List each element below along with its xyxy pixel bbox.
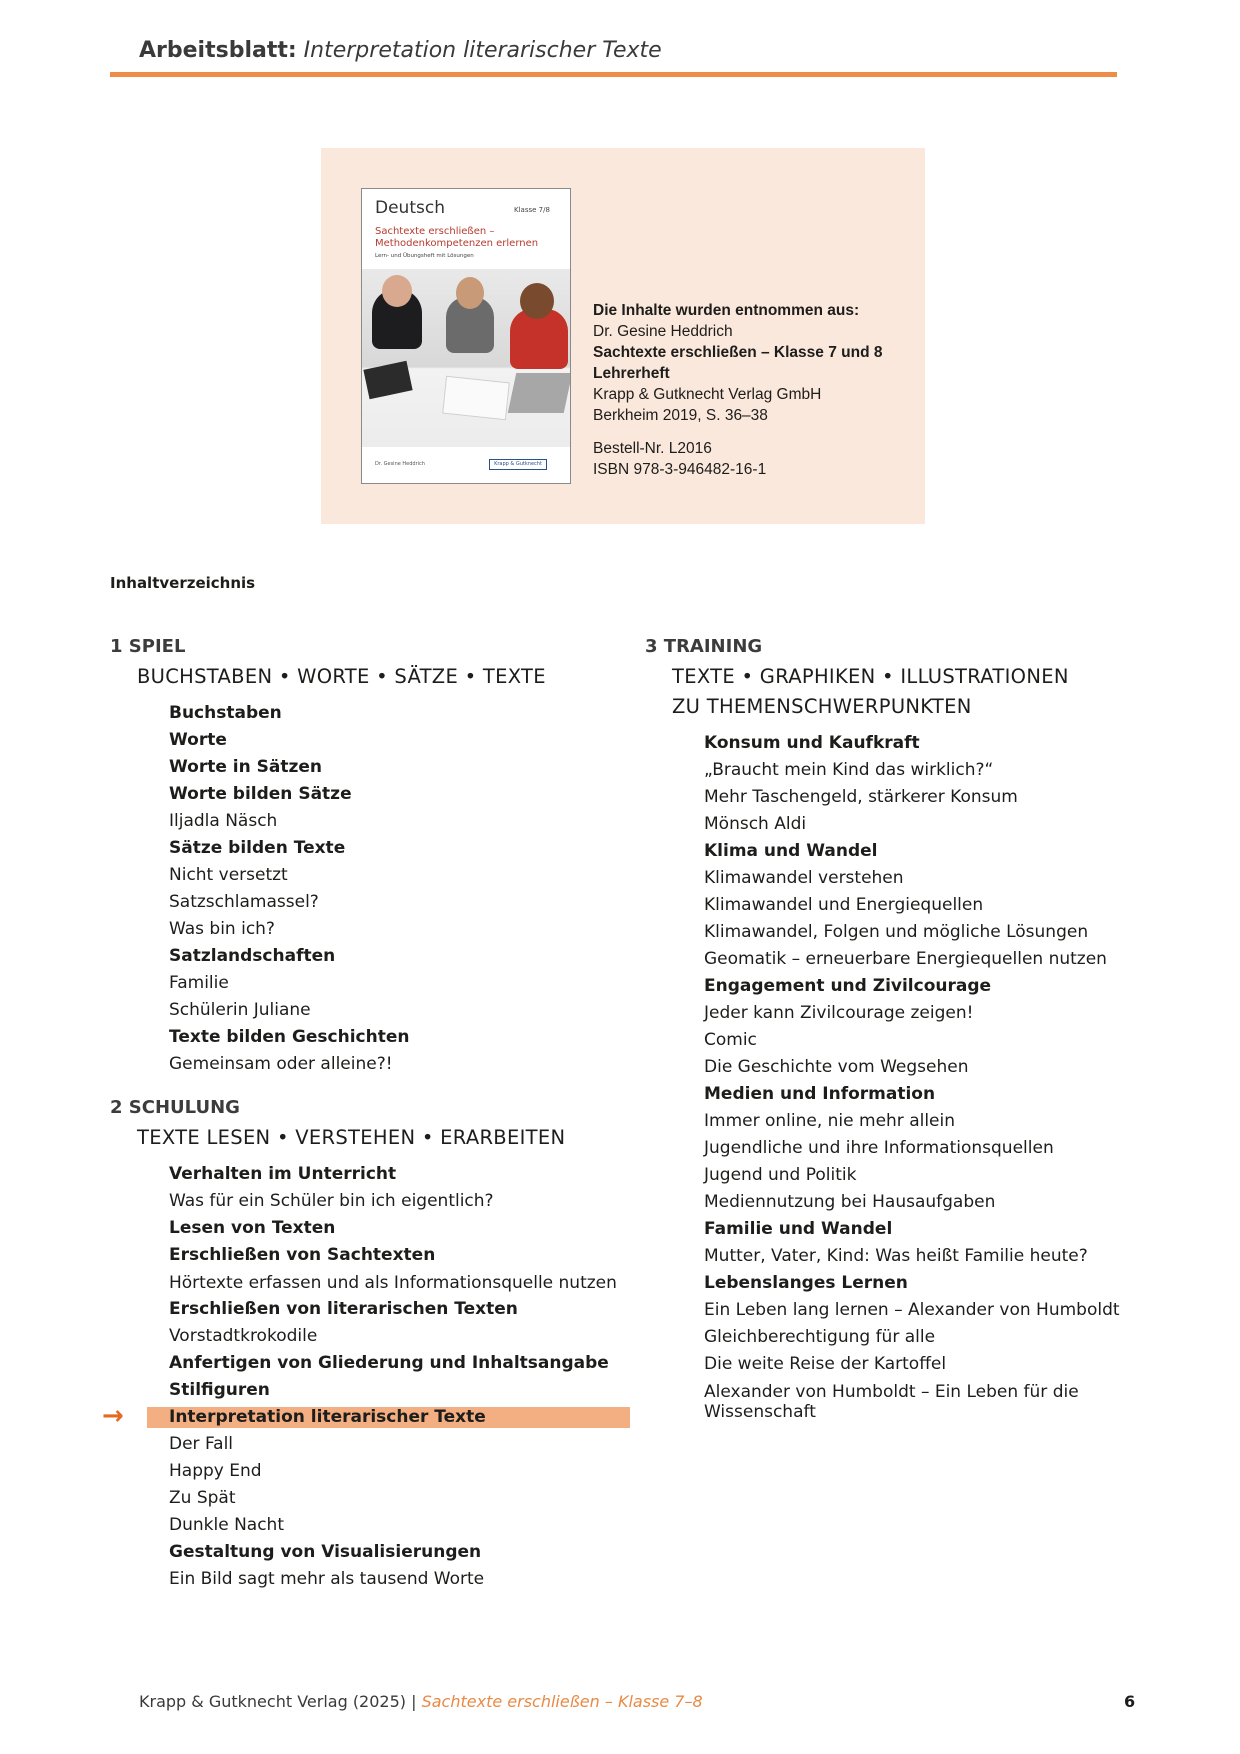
toc-entry — [645, 1351, 1125, 1378]
photo-head-2 — [456, 277, 484, 309]
toc-entry — [110, 916, 640, 943]
toc-entry — [110, 1485, 640, 1512]
source-order-number: Bestell-Nr. L2016 — [593, 440, 712, 457]
entry-text: Jeder kann Zivilcourage zeigen! — [704, 1003, 974, 1023]
toc-column-right — [645, 636, 1125, 1425]
cover-title: Sachtexte erschließen – Methodenkompetenzen erlernen — [375, 226, 539, 249]
entry-text: Nicht versetzt — [169, 865, 288, 885]
page-header — [139, 38, 662, 63]
toc-topic — [110, 1242, 640, 1269]
photo-paper — [442, 376, 510, 420]
cover-author: Dr. Gesine Heddrich — [375, 461, 425, 467]
entry-text: Familie und Wandel — [704, 1219, 893, 1239]
entry-text: Jugendliche und ihre Informationsquellen — [704, 1138, 1054, 1158]
entry-text: Mutter, Vater, Kind: Was heißt Familie heute? — [704, 1246, 1088, 1266]
toc-entry — [110, 1269, 640, 1296]
toc-entry — [645, 946, 1125, 973]
toc-entry — [645, 1324, 1125, 1351]
toc-entry — [645, 865, 1125, 892]
entry-text: Stilfiguren — [169, 1380, 270, 1400]
entry-text: Erschließen von Sachtexten — [169, 1245, 436, 1265]
toc-section — [102, 1097, 640, 1593]
section-title: 3 TRAINING — [645, 636, 763, 657]
entry-text: Texte bilden Geschichten — [169, 1027, 410, 1047]
source-edition: Lehrerheft — [593, 365, 670, 382]
cover-subject: Deutsch — [375, 198, 445, 218]
entry-text: Anfertigen von Gliederung und Inhaltsangabe — [169, 1353, 609, 1373]
entry-text: Vorstadtkrokodile — [169, 1326, 318, 1346]
section-subtitle: TEXTE LESEN • VERSTEHEN • ERARBEITEN — [137, 1126, 566, 1149]
toc-entry — [645, 892, 1125, 919]
photo-head-1 — [382, 275, 412, 307]
source-place-year: Berkheim 2019, S. 36–38 — [593, 407, 768, 424]
toc-topic — [645, 1081, 1125, 1108]
toc-entry — [110, 970, 640, 997]
entry-text: Konsum und Kaufkraft — [704, 733, 920, 753]
toc-entry — [110, 862, 640, 889]
section-subtitle: ZU THEMENSCHWERPUNKTEN — [672, 695, 972, 718]
toc-topic — [110, 1296, 640, 1323]
toc-entry — [645, 757, 1125, 784]
section-subtitle: BUCHSTABEN • WORTE • SÄTZE • TEXTE — [137, 665, 546, 688]
entry-text: Klimawandel, Folgen und mögliche Lösungen — [704, 922, 1089, 942]
toc-entry — [645, 1378, 1125, 1425]
toc-topic — [645, 730, 1125, 757]
toc-entry — [110, 1431, 640, 1458]
toc-entry — [110, 1566, 640, 1593]
arrow-right-icon: → — [102, 1401, 124, 1431]
entry-text: Erschließen von literarischen Texten — [169, 1299, 518, 1319]
toc-entry — [645, 784, 1125, 811]
footer-book-title: Sachtexte erschließen – Klasse 7–8 — [421, 1692, 703, 1711]
toc-topic — [110, 1215, 640, 1242]
toc-entry — [110, 1512, 640, 1539]
entry-text: Engagement und Zivilcourage — [704, 976, 992, 996]
entry-text: Lebenslanges Lernen — [704, 1273, 908, 1293]
entry-text: Gestaltung von Visualisierungen — [169, 1542, 482, 1562]
entry-text: Iljadla Näsch — [169, 811, 278, 831]
entry-text: Mediennutzung bei Hausaufgaben — [704, 1192, 996, 1212]
entry-list — [110, 700, 640, 1078]
entry-text: Was für ein Schüler bin ich eigentlich? — [169, 1191, 494, 1211]
toc-topic — [110, 754, 640, 781]
toc-topic — [110, 700, 640, 727]
toc-topic — [645, 1270, 1125, 1297]
entry-text: Der Fall — [169, 1434, 234, 1454]
entry-text: Verhalten im Unterricht — [169, 1164, 397, 1184]
toc-entry — [110, 997, 640, 1024]
toc-topic — [110, 781, 640, 808]
entry-list — [102, 1161, 640, 1593]
cover-photo — [362, 269, 570, 447]
toc-entry — [110, 1188, 640, 1215]
photo-laptop — [508, 373, 571, 413]
cover-grade: Klasse 7/8 — [514, 206, 550, 214]
toc-entry — [645, 1054, 1125, 1081]
entry-text: Was bin ich? — [169, 919, 275, 939]
toc-entry — [110, 808, 640, 835]
entry-text: Ein Leben lang lernen – Alexander von Humboldt — [704, 1300, 1120, 1320]
entry-text: Interpretation literarischer Texte — [169, 1407, 486, 1427]
toc-entry — [645, 1135, 1125, 1162]
entry-text: Comic — [704, 1030, 757, 1050]
toc-topic — [110, 1161, 640, 1188]
toc-entry — [645, 1162, 1125, 1189]
entry-text: Mehr Taschengeld, stärkerer Konsum — [704, 787, 1018, 807]
toc-section — [110, 636, 640, 1078]
entry-text: Satzlandschaften — [169, 946, 336, 966]
entry-text: Lesen von Texten — [169, 1218, 336, 1238]
page-number: 6 — [1124, 1692, 1136, 1711]
entry-text: Medien und Information — [704, 1084, 936, 1104]
header-rule — [110, 72, 1117, 77]
publisher-logo: Krapp & Gutknecht — [489, 459, 547, 470]
entry-text: Klimawandel und Energiequellen — [704, 895, 984, 915]
toc-topic — [645, 1216, 1125, 1243]
entry-text: Worte bilden Sätze — [169, 784, 352, 804]
entry-text: Familie — [169, 973, 229, 993]
toc-entry — [645, 1243, 1125, 1270]
page-footer — [139, 1692, 703, 1711]
photo-head-3 — [520, 283, 554, 319]
source-author: Dr. Gesine Heddrich — [593, 323, 733, 340]
source-title: Sachtexte erschließen – Klasse 7 und 8 — [593, 344, 883, 361]
entry-text: Buchstaben — [169, 703, 282, 723]
entry-text: „Braucht mein Kind das wirklich?“ — [704, 760, 994, 780]
toc-topic — [110, 1539, 640, 1566]
entry-text: Worte in Sätzen — [169, 757, 322, 777]
photo-tablet — [363, 361, 412, 399]
entry-text: Ein Bild sagt mehr als tausend Worte — [169, 1569, 485, 1589]
section-subtitle: TEXTE • GRAPHIKEN • ILLUSTRATIONEN — [672, 665, 1069, 688]
toc-section — [645, 636, 1125, 1425]
toc-topic — [110, 943, 640, 970]
toc-topic — [110, 1350, 640, 1377]
toc-column-left — [102, 636, 640, 1593]
toc-topic — [645, 838, 1125, 865]
header-title: Interpretation literarischer Texte — [303, 38, 662, 63]
cover-subtitle: Lern- und Übungsheft mit Lösungen — [375, 253, 474, 259]
toc-entry — [645, 811, 1125, 838]
toc-entry — [110, 1323, 640, 1350]
footer-publisher: Krapp & Gutknecht Verlag (2025) | — [139, 1692, 417, 1711]
toc-entry — [645, 1027, 1125, 1054]
book-cover — [361, 188, 571, 484]
toc-entry — [110, 1051, 640, 1078]
toc-topic — [110, 727, 640, 754]
source-isbn: ISBN 978-3-946482-16-1 — [593, 461, 767, 478]
toc-entry — [645, 1297, 1125, 1324]
entry-text: Dunkle Nacht — [169, 1515, 284, 1535]
entry-text: Happy End — [169, 1461, 262, 1481]
entry-text: Hörtexte erfassen und als Informationsquelle nutzen — [169, 1273, 617, 1293]
toc-heading: Inhaltverzeichnis — [110, 574, 256, 592]
entry-text: Klimawandel verstehen — [704, 868, 904, 888]
entry-text: Gemeinsam oder alleine?! — [169, 1054, 393, 1074]
toc-entry — [110, 889, 640, 916]
entry-text: Mönsch Aldi — [704, 814, 807, 834]
entry-text: Satzschlamassel? — [169, 892, 319, 912]
entry-text: Immer online, nie mehr allein — [704, 1111, 956, 1131]
entry-text: Gleichberechtigung für alle — [704, 1327, 936, 1347]
entry-text: Geomatik – erneuerbare Energiequellen nutzen — [704, 949, 1107, 969]
entry-text: Zu Spät — [169, 1488, 236, 1508]
toc-topic — [645, 973, 1125, 1000]
entry-text: Die weite Reise der Kartoffel — [704, 1354, 947, 1374]
toc-topic — [110, 835, 640, 862]
entry-list — [645, 730, 1125, 1425]
entry-text: Die Geschichte vom Wegsehen — [704, 1057, 969, 1077]
toc-topic — [110, 1377, 640, 1404]
section-title: 1 SPIEL — [110, 636, 186, 657]
toc-entry — [645, 1108, 1125, 1135]
header-label: Arbeitsblatt: — [139, 38, 297, 63]
source-publisher: Krapp & Gutknecht Verlag GmbH — [593, 386, 822, 403]
entry-text: Worte — [169, 730, 227, 750]
toc-entry — [645, 919, 1125, 946]
toc-entry-current — [102, 1401, 640, 1431]
entry-text: Schülerin Juliane — [169, 1000, 311, 1020]
entry-text: Alexander von Humboldt – Ein Leben für die Wissenschaft — [704, 1382, 1079, 1422]
section-title: 2 SCHULUNG — [110, 1097, 240, 1118]
entry-text: Sätze bilden Texte — [169, 838, 346, 858]
source-intro: Die Inhalte wurden entnommen aus: — [593, 302, 860, 319]
entry-text: Jugend und Politik — [704, 1165, 857, 1185]
entry-text: Klima und Wandel — [704, 841, 878, 861]
source-citation — [593, 300, 913, 480]
toc-entry — [110, 1458, 640, 1485]
toc-entry — [645, 1189, 1125, 1216]
toc-entry — [645, 1000, 1125, 1027]
toc-topic — [110, 1024, 640, 1051]
source-box — [321, 148, 925, 524]
